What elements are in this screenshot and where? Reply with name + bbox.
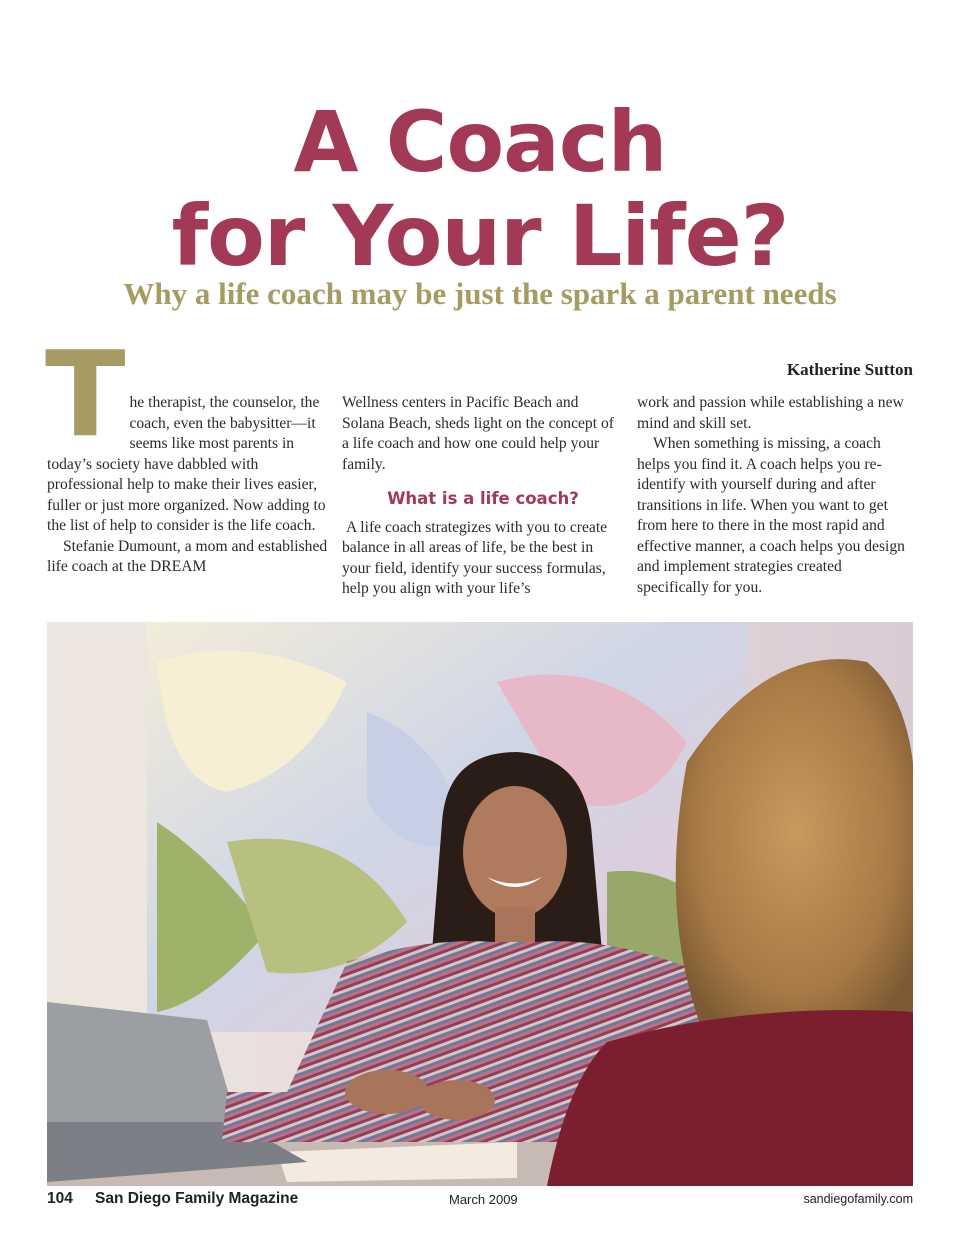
- paragraph-definition: A life coach strategizes with you to create balance in all areas of life, be the best in your field, identify your success formulas, help you align with your life’s: [342, 518, 608, 597]
- paragraph-stefanie: Stefanie Dumount, a mom and established life coach at the DREAM: [47, 537, 328, 575]
- section-heading: What is a life coach?: [387, 489, 579, 508]
- issue-date: March 2009: [449, 1192, 518, 1207]
- page-footer: [47, 1189, 913, 1211]
- paragraph-passion: work and passion while establishing a new mind and skill set.: [637, 394, 904, 432]
- text-column-3: [637, 393, 915, 598]
- dropcap-letter: T: [45, 325, 126, 463]
- intro-text: he therapist, the counselor, the coach, even the babysitter—it seems like most parents in today’s society have dabbled with professional help to make their lives easier, fuller or just more organized. Now adding to the list of help to consider is the life coach.: [47, 394, 326, 534]
- article-subtitle: Why a life coach may be just the spark a parent needs: [123, 276, 837, 311]
- website-link[interactable]: sandiegofamily.com: [803, 1192, 913, 1206]
- text-column-1: [45, 325, 329, 578]
- paragraph-intro: [45, 325, 329, 537]
- article-title-line-1: A Coach: [293, 93, 667, 191]
- text-column-2: [342, 393, 624, 600]
- photo-illustration: [47, 622, 913, 1186]
- article-title-line-2: for Your Life?: [171, 187, 789, 285]
- article-photo: [47, 622, 913, 1186]
- paragraph-missing: When something is missing, a coach helps you find it. A coach helps you re-identify with yourself during and after transitions in life. When you want to get from here to there in the most rapid and effective manner, a coach helps you design and implement strategies created specifically for you.: [637, 435, 905, 596]
- author-byline: Katherine Sutton: [786, 360, 913, 379]
- page-number: 104: [47, 1190, 73, 1207]
- paragraph-wellness: Wellness centers in Pacific Beach and Solana Beach, sheds light on the concept of a life coach and how one could help your family.: [342, 394, 614, 473]
- magazine-name: San Diego Family Magazine: [95, 1190, 299, 1207]
